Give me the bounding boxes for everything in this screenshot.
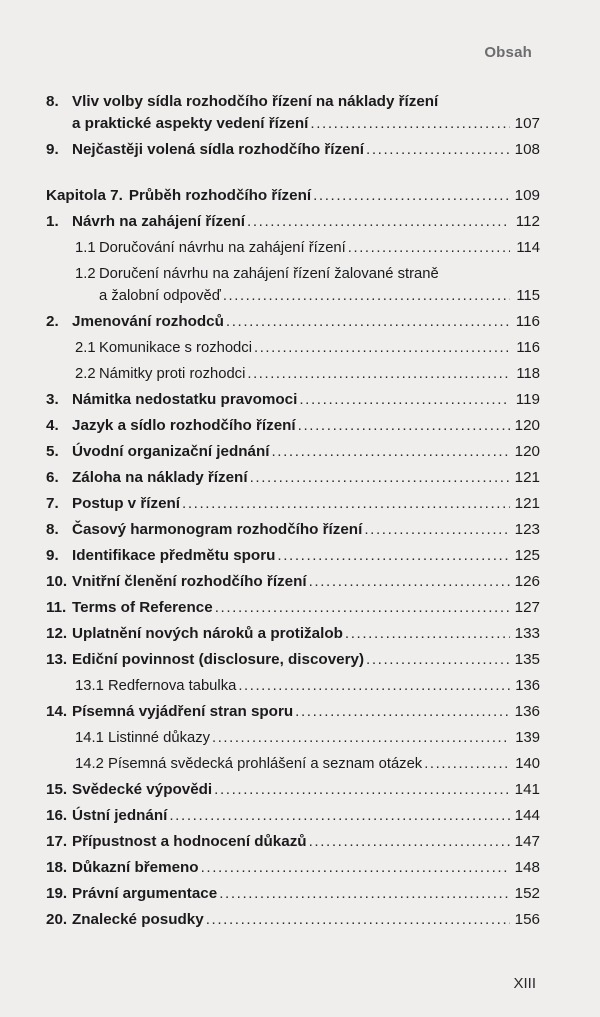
toc-title: Časový harmonogram rozhodčího řízení <box>72 521 363 538</box>
toc-title-line1: Vliv volby sídla rozhodčího řízení na náklady řízení <box>72 93 439 110</box>
toc-page-number: 107 <box>514 115 540 132</box>
toc-number: 4. <box>46 417 59 434</box>
toc-page-number: 115 <box>516 288 540 304</box>
leader-dots <box>214 779 510 801</box>
toc-number: 11. <box>46 599 67 616</box>
toc-number: 19. <box>46 885 68 902</box>
toc-number: 2. <box>46 313 59 330</box>
toc-page-number: 118 <box>516 366 540 382</box>
toc-title: Doručování návrhu na zahájení řízení <box>99 240 346 256</box>
toc-entry-18[interactable] <box>46 857 540 879</box>
toc-page-number: 116 <box>515 313 540 330</box>
toc-title: Ediční povinnost (disclosure, discovery) <box>72 651 365 668</box>
toc-number: 2.2 <box>75 366 96 382</box>
running-head: Obsah <box>484 44 532 61</box>
toc-number: 14. <box>46 703 68 720</box>
toc-entry-2-1[interactable] <box>46 337 540 359</box>
toc-entry-5[interactable] <box>46 441 540 463</box>
leader-dots <box>277 545 510 567</box>
toc-page-number: 144 <box>514 807 540 824</box>
leader-dots <box>366 649 510 671</box>
toc-entry-12[interactable] <box>46 623 540 645</box>
toc-entry-15[interactable] <box>46 779 540 801</box>
toc-number: 8. <box>46 521 59 538</box>
toc-title: Postup v řízení <box>72 495 181 512</box>
toc-number: 13. <box>46 651 68 668</box>
toc-chapter-number: Kapitola 7. <box>46 187 123 204</box>
leader-dots <box>219 883 510 905</box>
toc-number: 5. <box>46 443 59 460</box>
leader-dots <box>299 389 510 411</box>
toc-number: 1.2 <box>75 266 96 282</box>
toc-page-number: 135 <box>514 651 540 668</box>
leader-dots <box>271 441 510 463</box>
toc-title: Úvodní organizační jednání <box>72 443 270 460</box>
toc-title: Terms of Reference <box>72 599 213 616</box>
leader-dots <box>424 753 510 775</box>
toc-title: Vnitřní členění rozhodčího řízení <box>72 573 307 590</box>
toc-page-number: 136 <box>514 703 540 720</box>
toc-title: Záloha na náklady řízení <box>72 469 248 486</box>
toc-page-number: 140 <box>515 756 540 772</box>
toc-page-number: 133 <box>514 625 540 642</box>
toc-title: Jmenování rozhodců <box>72 313 224 330</box>
toc-title: a žalobní odpověď <box>99 288 221 304</box>
toc-entry-17[interactable] <box>46 831 540 853</box>
toc-entry-14-1[interactable] <box>46 727 540 749</box>
toc-page-number: 123 <box>514 521 540 538</box>
toc-entry-8[interactable] <box>46 91 540 135</box>
toc-number: 14.2 <box>75 756 104 772</box>
leader-dots <box>247 363 510 385</box>
toc-page-number: 139 <box>515 730 540 746</box>
toc-page-number: 112 <box>515 213 540 230</box>
toc-number: 12. <box>46 625 68 642</box>
toc-number: 20. <box>46 911 68 928</box>
leader-dots <box>254 337 510 359</box>
toc-title: Námitka nedostatku pravomoci <box>72 391 298 408</box>
leader-dots <box>310 113 510 135</box>
toc-entry-16[interactable] <box>46 805 540 827</box>
toc-title: Listinné důkazy <box>108 730 210 746</box>
toc-entry-1[interactable] <box>46 211 540 233</box>
leader-dots <box>212 727 510 749</box>
toc-number: 18. <box>46 859 68 876</box>
leader-dots <box>309 831 510 853</box>
toc-entry-4[interactable] <box>46 415 540 437</box>
toc-number: 3. <box>46 391 59 408</box>
toc-entry-13-1[interactable] <box>46 675 540 697</box>
toc-entry-1-2[interactable] <box>46 263 540 307</box>
toc-entry-19[interactable] <box>46 883 540 905</box>
toc-number: 13.1 <box>75 678 104 694</box>
toc-number: 9. <box>46 547 59 564</box>
toc-title: Písemná vyjádření stran sporu <box>72 703 294 720</box>
toc-number: 14.1 <box>75 730 104 746</box>
toc-page-number: 108 <box>514 141 540 158</box>
toc-number: 10. <box>46 573 68 590</box>
leader-dots <box>226 311 510 333</box>
toc-title: Průběh rozhodčího řízení <box>128 187 312 204</box>
toc-title: Znalecké posudky <box>72 911 204 928</box>
leader-dots <box>223 285 510 307</box>
toc-page-number: 114 <box>516 240 540 256</box>
toc-entry-9[interactable] <box>46 139 540 161</box>
toc-number: 15. <box>46 781 68 798</box>
leader-dots <box>295 701 510 723</box>
leader-dots <box>298 415 510 437</box>
leader-dots <box>309 571 510 593</box>
toc-title: Ústní jednání <box>72 807 168 824</box>
toc-page-number: 141 <box>514 781 540 798</box>
leader-dots <box>238 675 510 697</box>
leader-dots <box>201 857 510 879</box>
toc-chapter-7[interactable] <box>46 185 540 207</box>
toc-entry-10[interactable] <box>46 571 540 593</box>
toc-page-number: 126 <box>514 573 540 590</box>
toc-title: Komunikace s rozhodci <box>99 340 252 356</box>
toc-entry-8b[interactable] <box>46 519 540 541</box>
toc-entry-14[interactable] <box>46 701 540 723</box>
leader-dots <box>364 519 510 541</box>
toc-entry-14-2[interactable] <box>46 753 540 775</box>
leader-dots <box>366 139 510 161</box>
toc-title: Písemná svědecká prohlášení a seznam otázek <box>108 756 423 772</box>
toc-title: Přípustnost a hodnocení důkazů <box>72 833 307 850</box>
toc-title: Uplatnění nových nároků a protižalob <box>72 625 343 642</box>
toc-page-number: 121 <box>514 495 540 512</box>
toc-page-number: 125 <box>514 547 540 564</box>
table-of-contents <box>46 91 540 931</box>
toc-entry-3[interactable] <box>46 389 540 411</box>
toc-title: Redfernova tabulka <box>108 678 237 694</box>
leader-dots <box>182 493 510 515</box>
leader-dots <box>215 597 510 619</box>
toc-page-number: 116 <box>516 340 540 356</box>
toc-title: Návrh na zahájení řízení <box>72 213 246 230</box>
toc-page-number: 109 <box>514 187 540 204</box>
toc-page-number: 119 <box>515 391 540 408</box>
toc-number: 1.1 <box>75 240 96 256</box>
toc-number: 7. <box>46 495 59 512</box>
toc-number: 8. <box>46 93 59 110</box>
toc-entry-7[interactable] <box>46 493 540 515</box>
toc-entry-20[interactable] <box>46 909 540 931</box>
toc-entry-13[interactable] <box>46 649 540 671</box>
toc-entry-6[interactable] <box>46 467 540 489</box>
toc-title: Svědecké výpovědi <box>72 781 213 798</box>
leader-dots <box>345 623 510 645</box>
leader-dots <box>247 211 510 233</box>
toc-number: 9. <box>46 141 59 158</box>
toc-page-number: 136 <box>515 678 540 694</box>
toc-number: 16. <box>46 807 68 824</box>
toc-page-number: 148 <box>514 859 540 876</box>
toc-title: Identifikace předmětu sporu <box>72 547 276 564</box>
toc-title: Jazyk a sídlo rozhodčího řízení <box>72 417 296 434</box>
toc-number: 1. <box>46 213 59 230</box>
toc-title: Nejčastěji volená sídla rozhodčího řízení <box>72 141 365 158</box>
leader-dots <box>348 237 510 259</box>
toc-number: 6. <box>46 469 59 486</box>
toc-number: 2.1 <box>75 340 96 356</box>
toc-page-number: 152 <box>514 885 540 902</box>
toc-entry-2-2[interactable] <box>46 363 540 385</box>
toc-title: Právní argumentace <box>72 885 218 902</box>
toc-page-number: 127 <box>514 599 540 616</box>
toc-entry-2[interactable] <box>46 311 540 333</box>
toc-page-number: 121 <box>514 469 540 486</box>
toc-number: 17. <box>46 833 68 850</box>
toc-entry-11[interactable] <box>46 597 540 619</box>
toc-title: Námitky proti rozhodci <box>99 366 246 382</box>
toc-page-number: 147 <box>514 833 540 850</box>
toc-entry-9b[interactable] <box>46 545 540 567</box>
toc-page-number: 156 <box>514 911 540 928</box>
toc-title: Důkazní břemeno <box>72 859 199 876</box>
leader-dots <box>206 909 510 931</box>
toc-page-number: 120 <box>514 443 540 460</box>
toc-entry-1-1[interactable] <box>46 237 540 259</box>
toc-title-line1: Doručení návrhu na zahájení řízení žalované straně <box>99 266 439 282</box>
leader-dots <box>169 805 510 827</box>
toc-page-number: 120 <box>514 417 540 434</box>
leader-dots <box>313 185 510 207</box>
page-folio: XIII <box>513 975 536 992</box>
leader-dots <box>250 467 510 489</box>
toc-title: a praktické aspekty vedení řízení <box>72 115 309 132</box>
